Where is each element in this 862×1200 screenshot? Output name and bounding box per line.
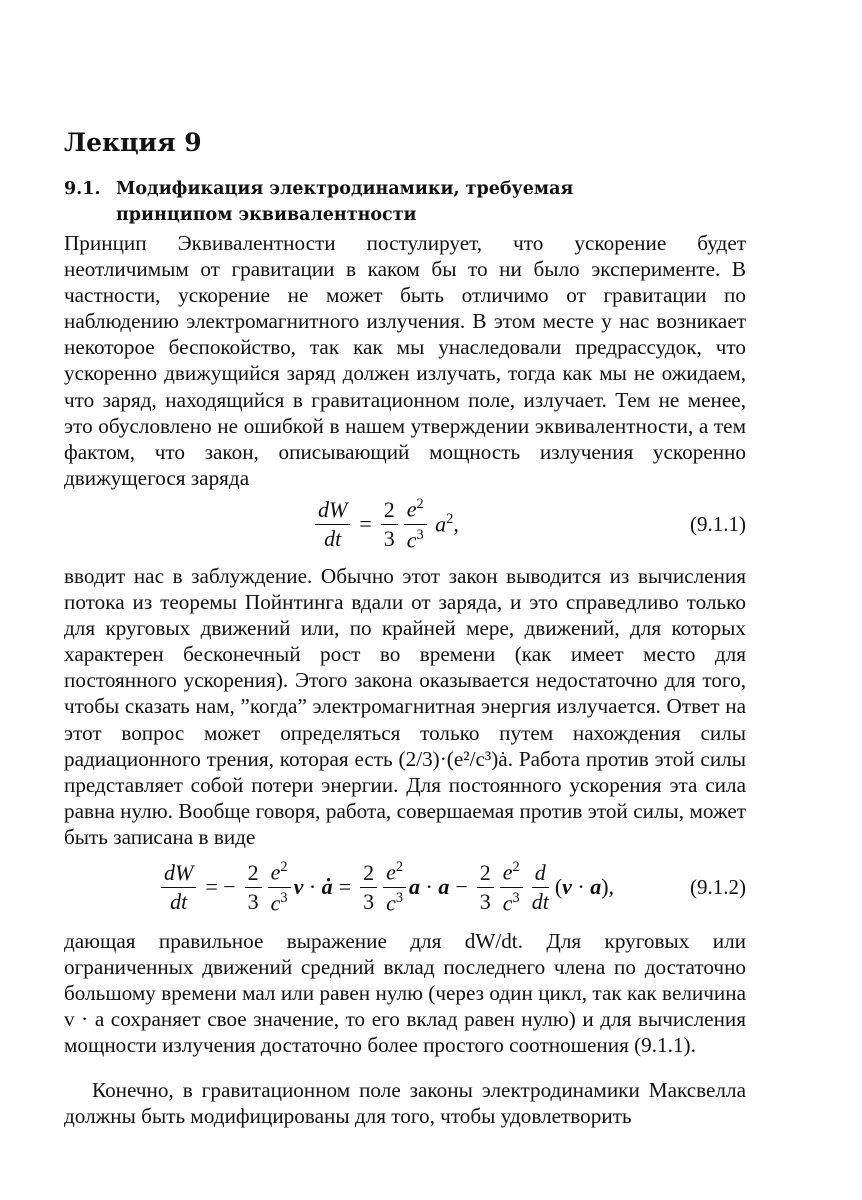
paragraph-2: вводит нас в заблуждение. Обычно этот закон выводится из вычисления потока из теоремы Пойнтинга вдали от заряда, и это справедливо только для круговых движений или, по крайней мере, движений, для которых характерен бесконечный рост во времени (как имеет место для постоянного ускорения). Этого закона оказывается недостаточно для того, чтобы сказать нам, ”когда” электромагнитная энергия излучается. Ответ на этот вопрос может определяться только путем нахождения силы радиационного трения, которая есть (2/3)·(e²/c³)ȧ. Работа против этой силы представляет собой потери энергии. Для постоянного ускорения эта сила равна нулю. Вообще говоря, работа, совершаемая против этой силы, может быть записана в виде	[64, 564, 746, 849]
paragraph-4: Конечно, в гравитационном поле законы электродинамики Максвелла должны быть модифицированы для того, чтобы удовлетворить	[64, 1078, 746, 1129]
fraction: $\frac{d}{dt}$	[531, 859, 549, 914]
equation-9-1-1	[64, 492, 746, 556]
equation-9-1-2	[64, 855, 746, 919]
equation-9-1-1-body: $\frac{dW}{dt}$ = $\frac{2}{3}$ $\frac{e^2}{c^3}$ $a^2$,	[312, 492, 459, 556]
section-number: 9.1.	[64, 179, 101, 199]
fraction: $\frac{2}{3}$	[477, 862, 494, 913]
fraction: $\frac{dW}{dt}$	[315, 499, 350, 550]
equation-number: (9.1.1)	[690, 511, 746, 536]
fraction: $\frac{2}{3}$	[360, 862, 377, 913]
paragraph-3: дающая правильное выражение для dW/dt. Для круговых или ограниченных движений средний вклад последнего члена по достаточно большому времени мал или равен нулю (через один цикл, так как величина v · a сохраняет свое значение, то его вклад равен нулю) и для вычисления мощности излучения достаточно более простого соотношения (9.1.1).	[64, 929, 746, 1058]
fraction: $\frac{dW}{dt}$	[161, 862, 196, 913]
equation-number: (9.1.2)	[690, 874, 746, 899]
section-title-line1: Модификация электродинамики, требуемая	[116, 179, 574, 199]
fraction: $\frac{e^2}{c^3}$	[268, 860, 291, 914]
fraction: $\frac{e^2}{c^3}$	[404, 497, 427, 551]
lecture-title: Лекция 9	[64, 128, 202, 157]
fraction: $\frac{2}{3}$	[381, 499, 398, 550]
section-title-line2: принципом эквивалентности	[116, 205, 417, 225]
fraction: $\frac{e^2}{c^3}$	[383, 860, 406, 914]
fraction: $\frac{e^2}{c^3}$	[500, 860, 523, 914]
paragraph-1: Принцип Эквивалентности постулирует, что ускорение будет неотличимым от гравитации в каком бы то ни было эксперименте. В частности, ускорение не может быть отличимо от гравитации по наблюдению электромагнитного излучения. В этом месте у нас возникает некоторое беспокойство, так как мы унаследовали предрассудок, что ускоренно движущийся заряд должен излучать, тогда как мы не ожидаем, что заряд, находящийся в гравитационном поле, излучает. Тем не менее, это обусловлено не ошибкой в нашем утверждении эквивалентности, а тем фактом, что закон, описывающий мощность излучения ускоренно движущегося заряда	[64, 231, 746, 490]
equation-9-1-2-body: $\frac{dW}{dt}$ = − $\frac{2}{3}$ $\frac{e^2}{c^3}$ v · ȧ = $\frac{2}{3}$ $\frac{e^2}{c^3}$ a · a − $\frac{2}{3}$ $\frac{e^2}{c^3}$ $\frac{d}{dt}$ (v · a),	[158, 855, 614, 919]
section-heading	[64, 176, 764, 228]
fraction: $\frac{2}{3}$	[245, 862, 262, 913]
